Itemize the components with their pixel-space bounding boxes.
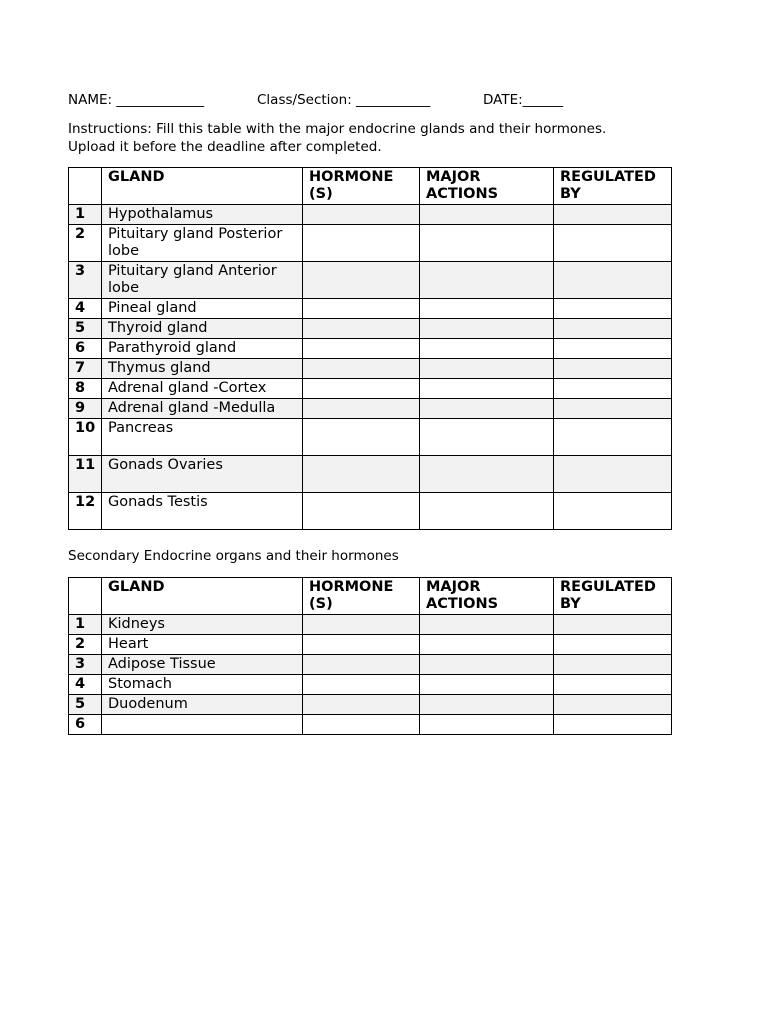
header-regulated-by bbox=[554, 168, 672, 205]
actions-cell[interactable] bbox=[420, 675, 554, 695]
row-number: 4 bbox=[69, 299, 102, 319]
table-row bbox=[69, 205, 672, 225]
regulated-by-cell[interactable] bbox=[554, 339, 672, 359]
actions-cell[interactable] bbox=[420, 715, 554, 735]
gland-name: Gonads Ovaries bbox=[102, 456, 303, 493]
name-field[interactable]: NAME: _____________ bbox=[68, 92, 205, 108]
row-number: 10 bbox=[69, 419, 102, 456]
regulated-by-cell[interactable] bbox=[554, 399, 672, 419]
date-field[interactable]: DATE:______ bbox=[483, 92, 564, 108]
organ-name: Adipose Tissue bbox=[102, 655, 303, 675]
class-section-field[interactable]: Class/Section: ___________ bbox=[257, 92, 431, 108]
gland-name: Hypothalamus bbox=[102, 205, 303, 225]
header-number-cell bbox=[69, 168, 102, 205]
table-row bbox=[69, 635, 672, 655]
row-number: 11 bbox=[69, 456, 102, 493]
row-number: 4 bbox=[69, 675, 102, 695]
table-row bbox=[69, 262, 672, 299]
actions-cell[interactable] bbox=[420, 695, 554, 715]
table-row bbox=[69, 456, 672, 493]
table-row bbox=[69, 695, 672, 715]
gland-name: Adrenal gland -Cortex bbox=[102, 379, 303, 399]
table-row bbox=[69, 615, 672, 635]
actions-cell[interactable] bbox=[420, 205, 554, 225]
gland-name: Pineal gland bbox=[102, 299, 303, 319]
row-number: 7 bbox=[69, 359, 102, 379]
header-major-actions-line-1: MAJOR bbox=[426, 579, 481, 595]
table-row bbox=[69, 715, 672, 735]
hormones-cell[interactable] bbox=[303, 675, 420, 695]
regulated-by-cell[interactable] bbox=[554, 456, 672, 493]
actions-cell[interactable] bbox=[420, 319, 554, 339]
hormones-cell[interactable] bbox=[303, 339, 420, 359]
row-number: 1 bbox=[69, 205, 102, 225]
gland-name: Thyroid gland bbox=[102, 319, 303, 339]
row-number: 6 bbox=[69, 339, 102, 359]
header-major-actions-line-2: ACTIONS bbox=[426, 186, 499, 202]
row-number: 2 bbox=[69, 635, 102, 655]
regulated-by-cell[interactable] bbox=[554, 205, 672, 225]
table-row bbox=[69, 319, 672, 339]
header-major-actions bbox=[420, 168, 554, 205]
secondary-organs-heading: Secondary Endocrine organs and their hormones bbox=[68, 548, 399, 564]
table-row bbox=[69, 493, 672, 530]
header-hormones bbox=[303, 168, 420, 205]
table-row bbox=[69, 399, 672, 419]
header-gland: GLAND bbox=[102, 578, 303, 615]
regulated-by-cell[interactable] bbox=[554, 615, 672, 635]
row-number: 3 bbox=[69, 655, 102, 675]
gland-name: Pancreas bbox=[102, 419, 303, 456]
gland-name: Gonads Testis bbox=[102, 493, 303, 530]
header-regulated-by bbox=[554, 578, 672, 615]
regulated-by-cell[interactable] bbox=[554, 419, 672, 456]
actions-cell[interactable] bbox=[420, 339, 554, 359]
gland-name: Pituitary gland Anterior lobe bbox=[102, 262, 303, 299]
header-gland: GLAND bbox=[102, 168, 303, 205]
regulated-by-cell[interactable] bbox=[554, 655, 672, 675]
hormones-cell[interactable] bbox=[303, 399, 420, 419]
hormones-cell[interactable] bbox=[303, 715, 420, 735]
header-hormones-label: HORMONE(S) bbox=[309, 579, 394, 612]
header-regulated-by-line-2: BY bbox=[560, 186, 581, 202]
organ-name: Kidneys bbox=[102, 615, 303, 635]
organ-name[interactable] bbox=[102, 715, 303, 735]
major-glands-table bbox=[68, 167, 672, 530]
table-row bbox=[69, 339, 672, 359]
hormones-cell[interactable] bbox=[303, 225, 420, 262]
table-row bbox=[69, 675, 672, 695]
actions-cell[interactable] bbox=[420, 456, 554, 493]
hormones-cell[interactable] bbox=[303, 205, 420, 225]
row-number: 1 bbox=[69, 615, 102, 635]
table-row bbox=[69, 655, 672, 675]
actions-cell[interactable] bbox=[420, 262, 554, 299]
actions-cell[interactable] bbox=[420, 225, 554, 262]
regulated-by-cell[interactable] bbox=[554, 493, 672, 530]
header-regulated-by-line-2: BY bbox=[560, 596, 581, 612]
header-regulated-by-line-1: REGULATED bbox=[560, 169, 656, 185]
table-row bbox=[69, 225, 672, 262]
hormones-cell[interactable] bbox=[303, 695, 420, 715]
actions-cell[interactable] bbox=[420, 655, 554, 675]
row-number: 2 bbox=[69, 225, 102, 262]
hormones-cell[interactable] bbox=[303, 615, 420, 635]
organ-name: Stomach bbox=[102, 675, 303, 695]
table-row bbox=[69, 299, 672, 319]
actions-cell[interactable] bbox=[420, 419, 554, 456]
hormones-cell[interactable] bbox=[303, 456, 420, 493]
hormones-cell[interactable] bbox=[303, 359, 420, 379]
header-regulated-by-line-1: REGULATED bbox=[560, 579, 656, 595]
row-number: 3 bbox=[69, 262, 102, 299]
hormones-cell[interactable] bbox=[303, 299, 420, 319]
row-number: 6 bbox=[69, 715, 102, 735]
row-number: 12 bbox=[69, 493, 102, 530]
gland-name: Thymus gland bbox=[102, 359, 303, 379]
regulated-by-cell[interactable] bbox=[554, 635, 672, 655]
instructions-line-1: Instructions: Fill this table with the major endocrine glands and their hormones. bbox=[68, 121, 607, 137]
header-major-actions-line-2: ACTIONS bbox=[426, 596, 499, 612]
regulated-by-cell[interactable] bbox=[554, 675, 672, 695]
hormones-cell[interactable] bbox=[303, 379, 420, 399]
organ-name: Duodenum bbox=[102, 695, 303, 715]
hormones-cell[interactable] bbox=[303, 493, 420, 530]
actions-cell[interactable] bbox=[420, 379, 554, 399]
regulated-by-cell[interactable] bbox=[554, 319, 672, 339]
regulated-by-cell[interactable] bbox=[554, 359, 672, 379]
gland-name: Adrenal gland -Medulla bbox=[102, 399, 303, 419]
actions-cell[interactable] bbox=[420, 359, 554, 379]
header-hormones bbox=[303, 578, 420, 615]
hormones-cell[interactable] bbox=[303, 635, 420, 655]
row-number: 8 bbox=[69, 379, 102, 399]
regulated-by-cell[interactable] bbox=[554, 379, 672, 399]
hormones-cell[interactable] bbox=[303, 419, 420, 456]
hormones-cell[interactable] bbox=[303, 655, 420, 675]
actions-cell[interactable] bbox=[420, 493, 554, 530]
organ-name: Heart bbox=[102, 635, 303, 655]
header-hormones-label: HORMONE(S) bbox=[309, 169, 394, 202]
actions-cell[interactable] bbox=[420, 299, 554, 319]
actions-cell[interactable] bbox=[420, 399, 554, 419]
table-row bbox=[69, 379, 672, 399]
header-major-actions bbox=[420, 578, 554, 615]
hormones-cell[interactable] bbox=[303, 262, 420, 299]
secondary-organs-table bbox=[68, 577, 672, 735]
table-row bbox=[69, 419, 672, 456]
gland-name: Pituitary gland Posterior lobe bbox=[102, 225, 303, 262]
row-number: 5 bbox=[69, 695, 102, 715]
row-number: 5 bbox=[69, 319, 102, 339]
table-row bbox=[69, 359, 672, 379]
actions-cell[interactable] bbox=[420, 635, 554, 655]
row-number: 9 bbox=[69, 399, 102, 419]
table-header-row bbox=[69, 578, 672, 615]
regulated-by-cell[interactable] bbox=[554, 262, 672, 299]
regulated-by-cell[interactable] bbox=[554, 299, 672, 319]
regulated-by-cell[interactable] bbox=[554, 695, 672, 715]
instructions-line-2: Upload it before the deadline after completed. bbox=[68, 139, 382, 155]
hormones-cell[interactable] bbox=[303, 319, 420, 339]
regulated-by-cell[interactable] bbox=[554, 225, 672, 262]
header-number-cell bbox=[69, 578, 102, 615]
actions-cell[interactable] bbox=[420, 615, 554, 635]
header-major-actions-line-1: MAJOR bbox=[426, 169, 481, 185]
regulated-by-cell[interactable] bbox=[554, 715, 672, 735]
table-header-row bbox=[69, 168, 672, 205]
gland-name: Parathyroid gland bbox=[102, 339, 303, 359]
